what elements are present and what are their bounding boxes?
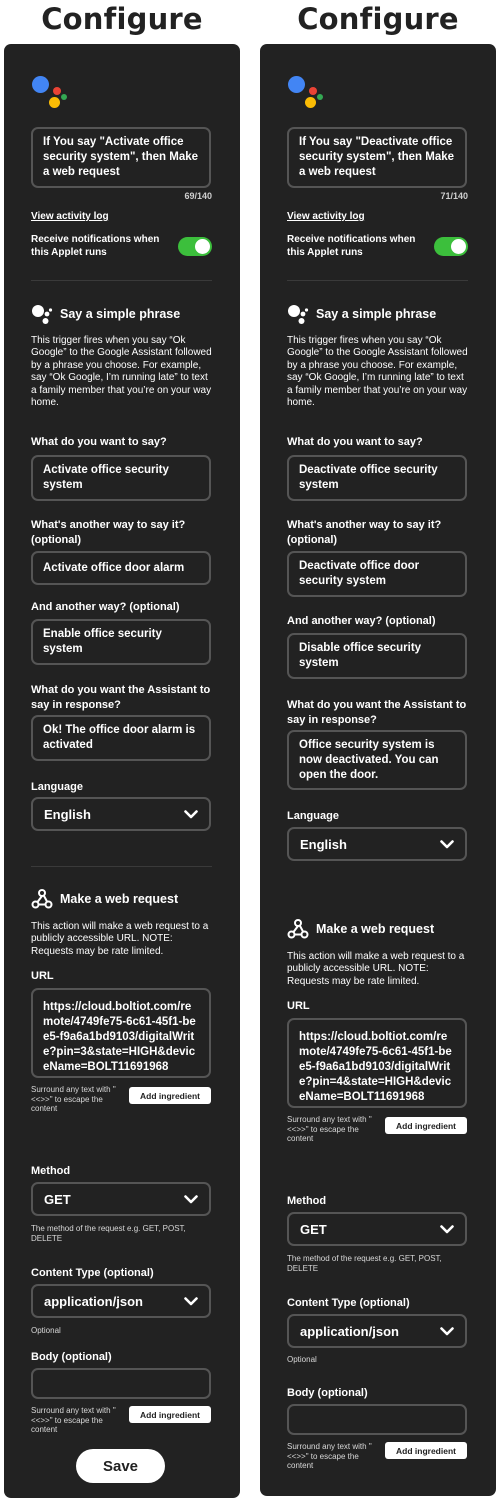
method-select[interactable]	[287, 1212, 467, 1246]
google-assistant-icon	[287, 303, 309, 325]
language-label: Language	[31, 781, 83, 793]
body-input[interactable]	[287, 1404, 467, 1435]
applet-title-input[interactable]	[31, 127, 211, 188]
url-add-ingredient-button[interactable]: Add ingredient	[129, 1087, 211, 1104]
config-column-activate	[4, 0, 240, 1501]
trigger-title: Say a simple phrase	[316, 307, 437, 321]
response-input[interactable]	[31, 715, 211, 761]
method-value: GET	[300, 1221, 327, 1237]
phrase-value: Activate office security system	[43, 464, 169, 491]
content-type-select[interactable]	[31, 1284, 211, 1318]
language-select[interactable]	[287, 827, 467, 861]
notifications-label: Receive notifications when this Applet runs	[287, 234, 416, 258]
trigger-description: This trigger fires when you say “Ok Google” to the Google Assistant followed by a phrase you choose. For example, say “Ok Google, I’m running late” to text a family member that you’re on your way home.	[287, 335, 468, 409]
content-type-select[interactable]	[287, 1314, 467, 1348]
divider	[287, 280, 468, 281]
phrase-label: What do you want to say?	[287, 436, 423, 448]
webhook-icon	[287, 918, 309, 940]
notifications-toggle[interactable]	[434, 237, 468, 256]
applet-title-text: If You say "Activate office security system", then Make a web request	[43, 136, 199, 178]
alt-phrase-2-label: And another way? (optional)	[31, 601, 180, 613]
url-input[interactable]	[287, 1018, 467, 1108]
content-type-value: application/json	[44, 1293, 143, 1309]
url-surround-hint: Surround any text with "<<>>" to escape the content	[31, 1085, 116, 1113]
alt-phrase-1-value: Activate office door alarm	[43, 561, 185, 574]
body-surround-hint: Surround any text with "<<>>" to escape the content	[31, 1406, 116, 1434]
phrase-label: What do you want to say?	[31, 436, 167, 448]
alt-phrase-2-value: Enable office security system	[43, 628, 162, 655]
language-value: English	[300, 836, 347, 852]
response-label: What do you want the Assistant to say in response?	[287, 699, 467, 726]
content-type-label: Content Type (optional)	[287, 1297, 410, 1309]
alt-phrase-1-value: Deactivate office door security system	[299, 560, 420, 587]
response-input[interactable]	[287, 730, 467, 790]
webhook-icon	[31, 888, 53, 910]
body-add-ingredient-button[interactable]: Add ingredient	[385, 1442, 467, 1459]
method-hint: The method of the request e.g. GET, POST, DELETE	[287, 1254, 442, 1273]
phrase-input[interactable]	[287, 455, 467, 501]
chevron-down-icon	[440, 1327, 454, 1336]
title-char-counter: 69/140	[184, 191, 212, 201]
phrase-value: Deactivate office security system	[299, 464, 438, 491]
chevron-down-icon	[184, 1297, 198, 1306]
config-panel	[260, 44, 496, 1496]
action-title: Make a web request	[316, 922, 435, 936]
divider	[31, 280, 212, 281]
config-panel	[4, 44, 240, 1498]
body-add-ingredient-button[interactable]: Add ingredient	[129, 1406, 211, 1423]
body-surround-hint: Surround any text with "<<>>" to escape the content	[287, 1442, 372, 1470]
content-type-hint: Optional	[31, 1326, 61, 1335]
content-type-hint: Optional	[287, 1355, 317, 1364]
google-assistant-logo-icon	[32, 74, 72, 114]
alt-phrase-1-input[interactable]	[31, 551, 211, 585]
language-select[interactable]	[31, 797, 211, 831]
content-type-label: Content Type (optional)	[31, 1267, 154, 1279]
save-button[interactable]: Save	[76, 1449, 165, 1483]
applet-title-input[interactable]	[287, 127, 467, 188]
body-label: Body (optional)	[287, 1387, 368, 1399]
url-value: https://cloud.boltiot.com/remote/4749fe75-6c61-45f1-bee5-f9a6a1bd9103/digitalWrite?pin=3&state=HIGH&deviceName=BOLT11691968	[43, 1001, 196, 1073]
content-type-value: application/json	[300, 1323, 399, 1339]
phrase-input[interactable]	[31, 455, 211, 501]
body-label: Body (optional)	[31, 1351, 112, 1363]
action-description: This action will make a web request to a publicly accessible URL. NOTE: Requests may be rate limited.	[31, 921, 209, 957]
trigger-title: Say a simple phrase	[60, 307, 181, 321]
trigger-description: This trigger fires when you say “Ok Google” to the Google Assistant followed by a phrase you choose. For example, say “Ok Google, I’m running late” to text a family member that you’re on your way home.	[31, 335, 212, 409]
chevron-down-icon	[184, 1195, 198, 1204]
alt-phrase-1-label: What's another way to say it? (optional)	[287, 519, 442, 546]
method-label: Method	[31, 1165, 71, 1177]
alt-phrase-1-input[interactable]	[287, 551, 467, 597]
google-assistant-logo-icon	[288, 74, 328, 114]
action-description: This action will make a web request to a publicly accessible URL. NOTE: Requests may be rate limited.	[287, 951, 465, 987]
url-label: URL	[287, 1000, 310, 1012]
notifications-toggle[interactable]	[178, 237, 212, 256]
url-add-ingredient-button[interactable]: Add ingredient	[385, 1117, 467, 1134]
alt-phrase-2-value: Disable office security system	[299, 642, 422, 669]
google-assistant-icon	[31, 303, 53, 325]
url-value: https://cloud.boltiot.com/remote/4749fe75-6c61-45f1-bee5-f9a6a1bd9103/digitalWrite?pin=4&state=HIGH&deviceName=BOLT11691968	[299, 1031, 452, 1103]
method-value: GET	[44, 1191, 71, 1207]
chevron-down-icon	[440, 840, 454, 849]
page-title: Configure	[297, 2, 459, 36]
alt-phrase-2-label: And another way? (optional)	[287, 615, 436, 627]
url-input[interactable]	[31, 988, 211, 1078]
response-value: Ok! The office door alarm is activated	[43, 724, 196, 751]
chevron-down-icon	[440, 1225, 454, 1234]
response-label: What do you want the Assistant to say in response?	[31, 684, 211, 711]
alt-phrase-1-label: What's another way to say it? (optional)	[31, 519, 186, 546]
config-column-deactivate	[260, 0, 496, 1501]
alt-phrase-2-input[interactable]	[31, 619, 211, 665]
url-surround-hint: Surround any text with "<<>>" to escape the content	[287, 1115, 372, 1143]
divider	[31, 866, 212, 867]
language-label: Language	[287, 810, 339, 822]
language-value: English	[44, 806, 91, 822]
view-activity-log-link[interactable]: View activity log	[287, 211, 365, 222]
method-hint: The method of the request e.g. GET, POST, DELETE	[31, 1224, 186, 1243]
applet-title-text: If You say "Deactivate office security system", then Make a web request	[299, 136, 455, 178]
body-input[interactable]	[31, 1368, 211, 1399]
response-value: Office security system is now deactivated. You can open the door.	[299, 738, 439, 781]
notifications-label: Receive notifications when this Applet runs	[31, 234, 160, 258]
title-char-counter: 71/140	[440, 191, 468, 201]
url-label: URL	[31, 970, 54, 982]
page-title: Configure	[41, 2, 203, 36]
view-activity-log-link[interactable]: View activity log	[31, 211, 109, 222]
action-title: Make a web request	[60, 892, 179, 906]
alt-phrase-2-input[interactable]	[287, 633, 467, 679]
method-label: Method	[287, 1195, 327, 1207]
chevron-down-icon	[184, 810, 198, 819]
method-select[interactable]	[31, 1182, 211, 1216]
